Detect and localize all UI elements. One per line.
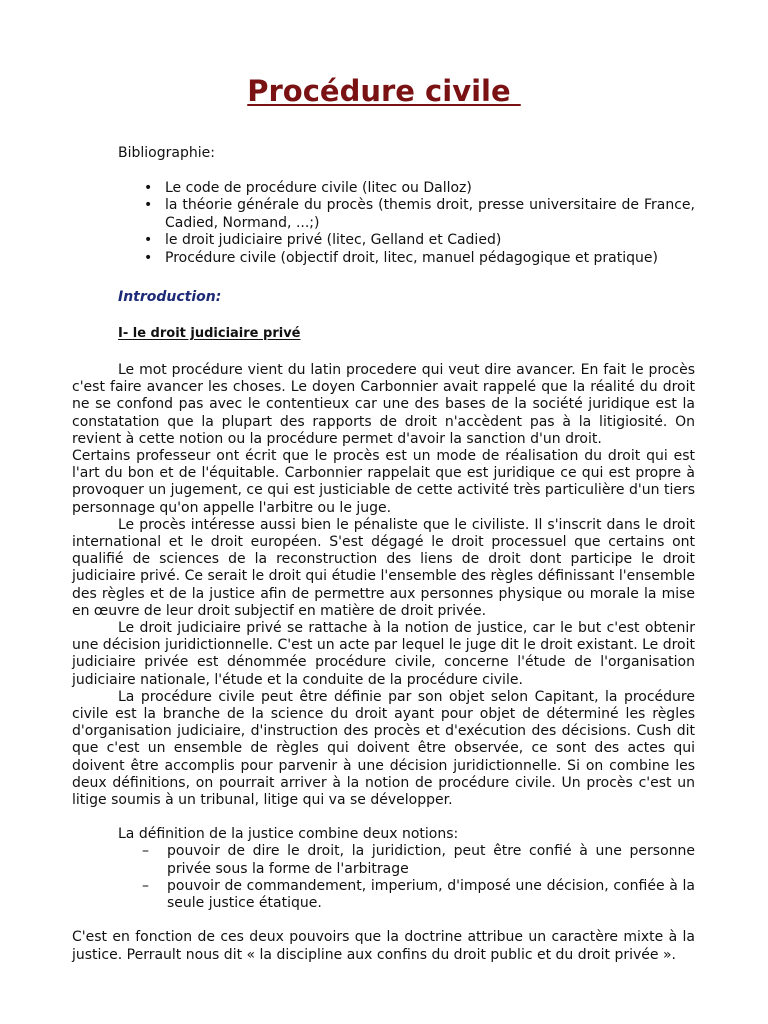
definition-item: – pouvoir de commandement, imperium, d'imposé une décision, confiée à la seule justice étatique. xyxy=(72,878,695,912)
definition-item: – pouvoir de dire le droit, la juridiction, peut être confié à une personne privée sous la forme de l'arbitrage xyxy=(72,843,695,877)
document-body xyxy=(72,362,695,964)
introduction-heading: Introduction: xyxy=(118,289,222,305)
definition-intro: La définition de la justice combine deux notions: xyxy=(118,826,459,843)
bibliography-item: • Le code de procédure civile (litec ou Dalloz) xyxy=(118,180,695,197)
bibliography-item: • Procédure civile (objectif droit, litec, manuel pédagogique et pratique) xyxy=(118,250,695,267)
bibliography-label: Bibliographie: xyxy=(118,145,215,161)
paragraph-spacer xyxy=(72,912,695,929)
closing-paragraph: C'est en fonction de ces deux pouvoirs que la doctrine attribue un caractère mixte à la justice. Perrault nous dit « la discipline aux confins du droit public et du droit privée ». xyxy=(72,929,695,963)
paragraph: La procédure civile peut être définie par son objet selon Capitant, la procédure civile est la branche de la science du droit ayant pour objet de déterminé les règles d'organisation judiciaire, d'instruction des procès et d'exécution des décisions. Cush dit que c'est un ensemble de règles qui doivent être observée, ce sont des actes qui doivent être accomplis pour parvenir à une décision juridictionnelle. Si on combine les deux définitions, on pourrait arriver à la notion de procédure civile. Un procès c'est un litige soumis à un tribunal, litige qui va se développer. xyxy=(72,688,695,809)
paragraph: Le droit judiciaire privé se rattache à la notion de justice, car le but c'est obtenir une décision juridictionnelle. C'est un acte par lequel le juge dit le droit existant. Le droit judiciaire privée est dénommée procédure civile, concerne l'étude de l'organisation judiciaire nationale, l'étude et la conduite de la procédure civile. xyxy=(72,620,695,688)
bibliography-item: • la théorie générale du procès (themis droit, presse universitaire de France, Cadied, Normand, ...;) xyxy=(118,197,695,232)
bibliography-item: • le droit judiciaire privé (litec, Gelland et Cadied) xyxy=(118,232,695,249)
bibliography-list xyxy=(118,180,695,267)
paragraph: Le procès intéresse aussi bien le pénaliste que le civiliste. Il s'inscrit dans le droit international et le droit européen. S'est dégagé le droit processuel que certains ont qualifié de sciences de la reconstruction des liens de droit dont participe le droit judiciaire privé. Ce serait le droit qui étudie l'ensemble des règles définissant l'ensemble des règles et de la justice afin de permettre aux personnes physique ou morale la mise en œuvre de leur droit subjectif en matière de droit privée. xyxy=(72,516,695,619)
paragraph-spacer xyxy=(72,809,695,826)
paragraph: Le mot procédure vient du latin procedere qui veut dire avancer. En fait le procès c'est faire avancer les choses. Le doyen Carbonnier avait rappelé que la réalité du droit ne se confond pas avec le contentieux car une des bases de la société juridique est la constatation que la plupart des rapports de droit n'accèdent pas à la litigiosité. On revient à cette notion ou la procédure permet d'avoir la sanction d'un droit. xyxy=(72,362,695,447)
paragraph: Certains professeur ont écrit que le procès est un mode de réalisation du droit qui est l'art du bon et de l'équitable. Carbonnier rappelait que est juridique ce qui est propre à provoquer un jugement, ce qui est justiciable de cette activité très particulière d'un tiers personnage qu'on appelle l'arbitre ou le juge. xyxy=(72,448,695,516)
section-heading: I- le droit judiciaire privé xyxy=(118,326,301,341)
document-title: Procédure civile xyxy=(247,74,521,108)
definition-list xyxy=(72,843,695,912)
